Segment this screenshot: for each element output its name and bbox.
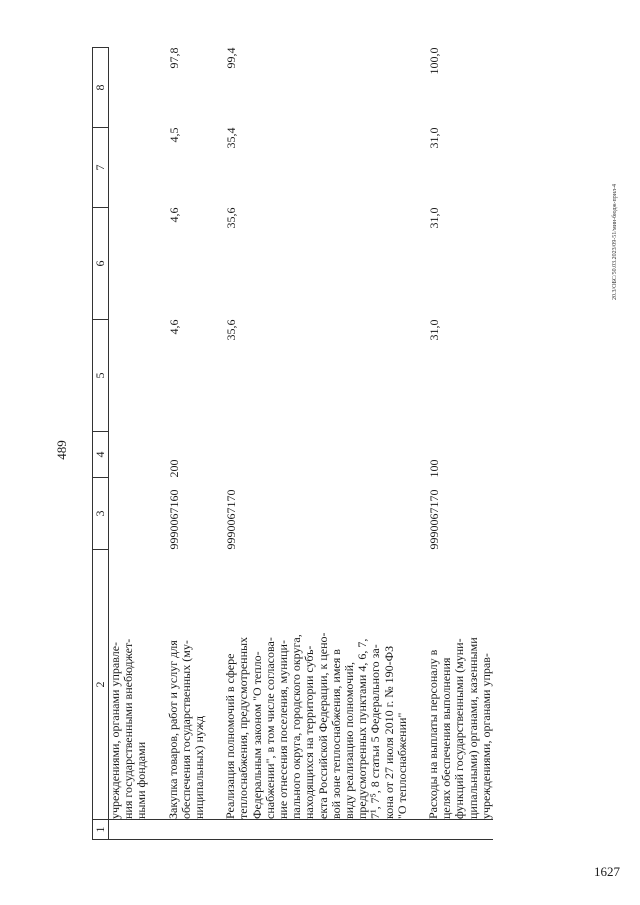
row-value-5: 31,0 xyxy=(427,319,442,341)
budget-table xyxy=(92,47,493,840)
table-header xyxy=(93,48,109,840)
col-header-5: 5 xyxy=(93,320,109,432)
col-header-1: 1 xyxy=(93,820,109,840)
row-vr xyxy=(224,432,409,478)
row-name: Закупка товаров, работ и услуг для обеспечения государственных (му- ниципальных) нужд xyxy=(165,640,207,819)
row-gap xyxy=(409,48,427,840)
row-value-7: 4,5 xyxy=(166,127,181,143)
row-code: 9990067170 xyxy=(224,489,239,550)
row-index-cell xyxy=(109,820,149,840)
row-value-5 xyxy=(109,320,149,432)
row-code: 9990067170 xyxy=(427,489,442,550)
col-header-4: 4 xyxy=(93,432,109,478)
table-row xyxy=(109,48,149,840)
row-value-8 xyxy=(109,48,149,128)
row-value-6 xyxy=(109,208,149,320)
row-value-5: 4,6 xyxy=(166,319,181,335)
row-gap xyxy=(206,48,224,840)
row-value-6: 31,0 xyxy=(427,207,442,229)
table-row xyxy=(167,48,207,840)
sheet-number: 489 xyxy=(54,440,69,460)
col-header-2: 2 xyxy=(93,550,109,820)
row-name: учреждениями, органами управле- ния государственными внебюджет- ными фондами xyxy=(108,638,149,819)
col-header-7: 7 xyxy=(93,128,109,208)
row-value-6: 35,6 xyxy=(224,207,239,229)
row-value-6: 4,6 xyxy=(166,207,181,223)
row-index-cell xyxy=(224,820,409,840)
page-number: 1627 xyxy=(594,864,620,879)
col-header-6: 6 xyxy=(93,208,109,320)
row-code xyxy=(109,478,149,550)
row-vr: 100 xyxy=(427,459,442,478)
row-value-8: 97,8 xyxy=(166,47,181,69)
row-value-7 xyxy=(109,128,149,208)
table-row xyxy=(427,48,493,840)
side-print-code: 20.3/ОБС/50.03.2023/09-51/мин-бюдж-прил-4 xyxy=(612,184,618,300)
row-vr xyxy=(109,432,149,478)
row-name: Реализация полномочий в сфере теплоснабжения, предусмотренных Федеральным законом "О тепло- снабжении", в том числе согласова- ние отнесения поселения, муници- пального округа, городского округа, находящихся на территории субъ- екта Российской Федерации, к цено- вой зоне теплоснабжения, имея в виду реализацию полномочий, предусмотренных пунктами 4, 6, 7, 7¹, 7⁵, 8 статьи 5 Федерального за- кона от 27 июля 2010 г. № 190-ФЗ "О теплоснабжении" xyxy=(223,632,409,819)
row-index-cell xyxy=(427,820,493,840)
row-gap xyxy=(149,48,167,840)
row-vr: 200 xyxy=(166,459,181,478)
row-value-8: 99,4 xyxy=(224,47,239,69)
rotated-sheet xyxy=(40,20,620,880)
col-header-8: 8 xyxy=(93,48,109,128)
row-value-7: 31,0 xyxy=(427,127,442,149)
row-code: 9990067160 xyxy=(166,489,181,550)
row-value-7: 35,4 xyxy=(224,127,239,149)
row-value-5: 35,6 xyxy=(224,319,239,341)
col-header-3: 3 xyxy=(93,478,109,550)
row-value-8: 100,0 xyxy=(427,47,442,75)
row-index-cell xyxy=(167,820,207,840)
row-name: Расходы на выплаты персоналу в целях обеспечения выполнения функций государственными (муни- ципальными) органами, казенными учреждениями, органами управ- xyxy=(426,637,493,819)
table-row xyxy=(224,48,409,840)
